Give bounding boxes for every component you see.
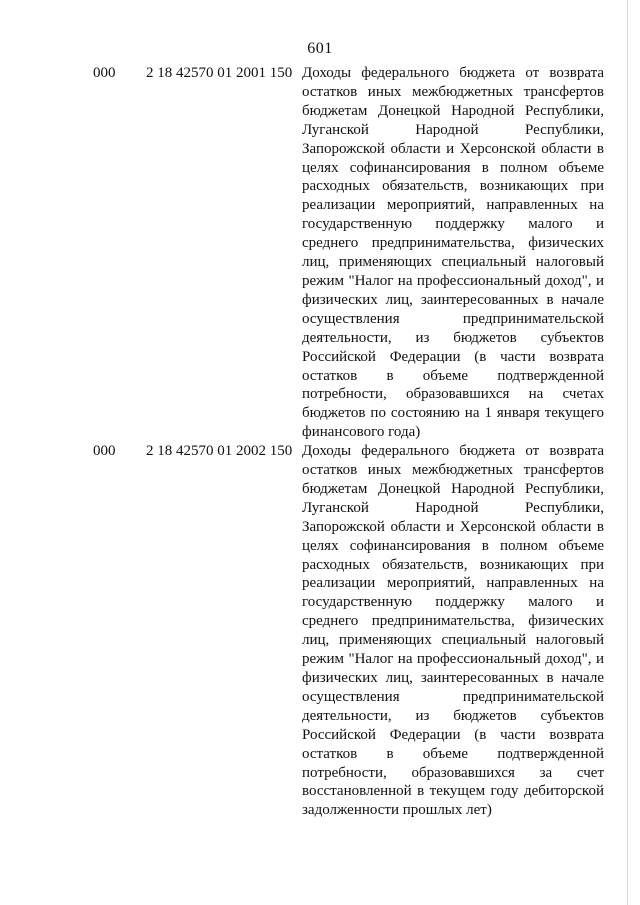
revenue-description: Доходы федерального бюджета от возврата остатков иных межбюджетных трансфертов бюджетам Донецкой Народной Республики, Луганской Народной Республики, Запорожской области и Херсонской области в целях софинансирования в полном объеме расходных обязательств, возникающих при реализации мероприятий, направленных на государственную поддержку малого и среднего предпринимательства, физических лиц, применяющих специальный налоговый режим "Налог на профессиональный доход", и физических лиц, заинтересованных в начале осуществления предпринимательской деятельности, из бюджетов субъектов Российской Федерации (в части возврата остатков в объеме подтвержденной потребности, образовавшихся на счетах бюджетов по состоянию на 1 января текущего финансового года) <box>302 65 604 441</box>
page-number: 601 <box>307 40 333 57</box>
admin-code: 000 <box>93 443 116 460</box>
budget-classification-code: 2 18 42570 01 2001 150 <box>146 65 293 81</box>
budget-classification-code: 2 18 42570 01 2002 150 <box>146 443 293 460</box>
table-row <box>0 64 640 442</box>
table-row <box>0 442 640 820</box>
admin-code: 000 <box>93 65 116 81</box>
revenue-description: Доходы федерального бюджета от возврата остатков иных межбюджетных трансфертов бюджетам Донецкой Народной Республики, Луганской Народной Республики, Запорожской области и Херсонской области в целях софинансирования в полном объеме расходных обязательств, возникающих при реализации мероприятий, направленных на государственную поддержку малого и среднего предпринимательства, физических лиц, применяющих специальный налоговый режим "Налог на профессиональный доход", и физических лиц, заинтересованных в начале осуществления предпринимательской деятельности, из бюджетов субъектов Российской Федерации (в части возврата остатков в объеме подтвержденной потребности, образовавшихся за счет восстановленной в текущем году дебиторской задолженности прошлых лет) <box>302 443 604 819</box>
budget-code-table <box>0 64 640 820</box>
